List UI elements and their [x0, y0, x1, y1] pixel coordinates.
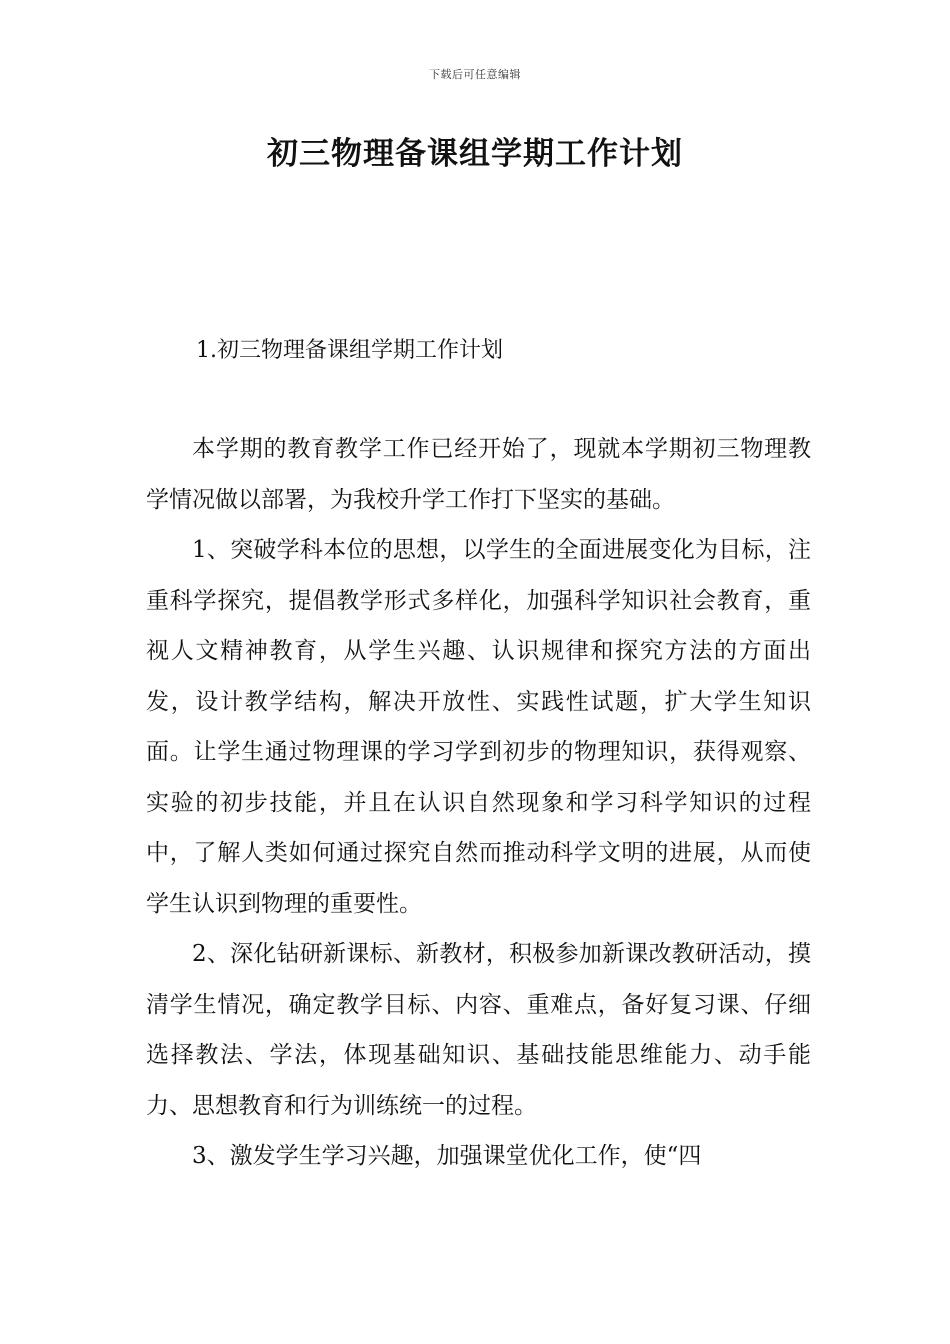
paragraph-intro: 本学期的教育教学工作已经开始了，现就本学期初三物理教学情况做以部署，为我校升学工作打下坚实的基础。 [146, 436, 811, 513]
paragraph-item-3: 3、激发学生学习兴趣，加强课堂优化工作，使“四 [192, 1143, 702, 1169]
document-title: 初三物理备课组学期工作计划 [267, 136, 683, 172]
body-text [146, 424, 811, 1182]
paragraph-item-2: 2、深化钻研新课标、新教材，积极参加新课改教研活动，摸清学生情况，确定教学目标、内容、重难点，备好复习课、仔细选择教法、学法，体现基础知识、基础技能思维能力、动手能力、思想教育和行为训练统一的过程。 [146, 941, 811, 1119]
paragraph-item-1: 1、突破学科本位的思想，以学生的全面进展变化为目标，注重科学探究，提倡教学形式多样化，加强科学知识社会教育，重视人文精神教育，从学生兴趣、认识规律和探究方法的方面出发，设计教学结构，解决开放性、实践性试题，扩大学生知识面。让学生通过物理课的学习学到初步的物理知识，获得观察、实验的初步技能，并且在认识自然现象和学习科学知识的过程中，了解人类如何通过探究自然而推动科学文明的进展，从而使学生认识到物理的重要性。 [146, 537, 811, 917]
header-note: 下载后可任意编辑 [429, 68, 521, 81]
section-heading: 1.初三物理备课组学期工作计划 [196, 338, 503, 363]
